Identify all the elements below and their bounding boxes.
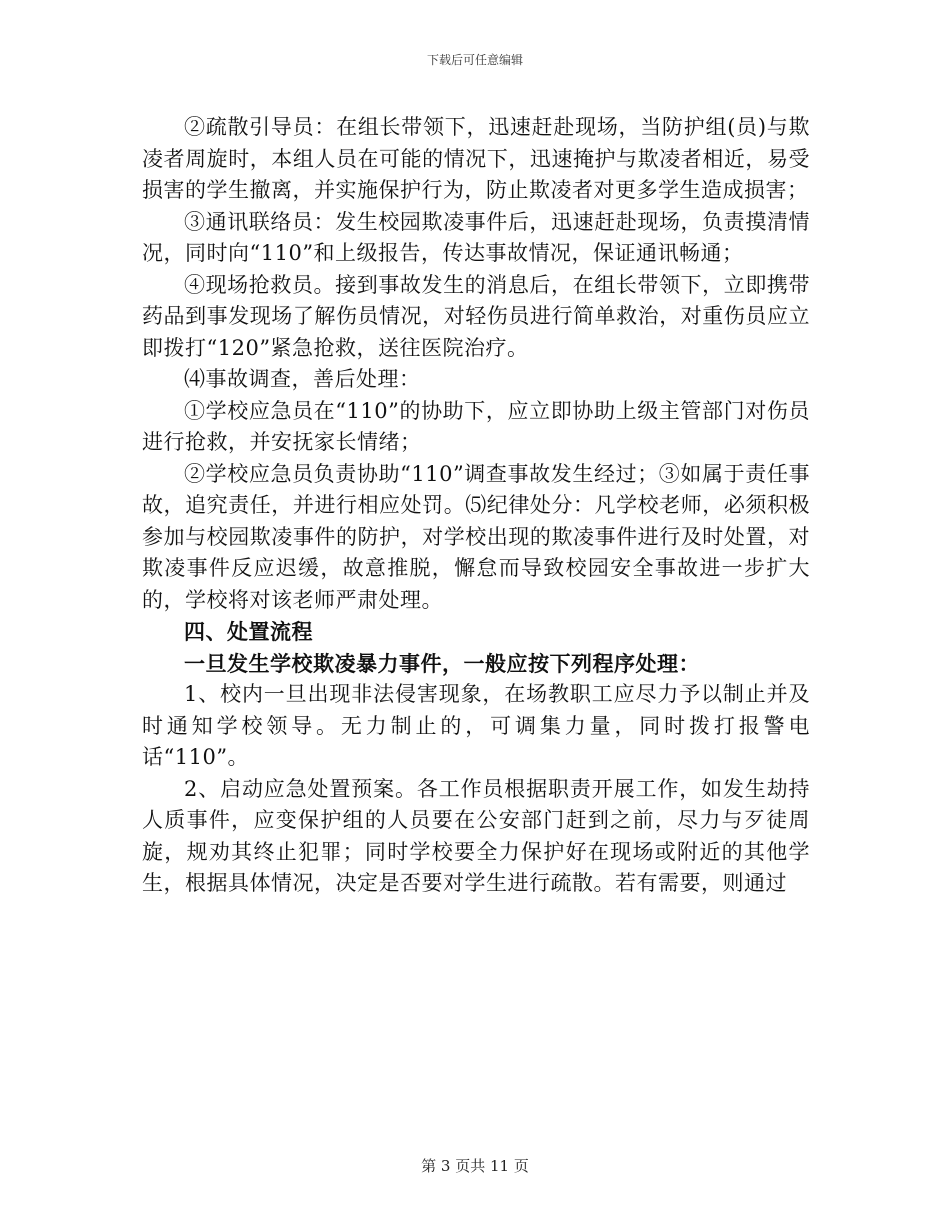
page-number: 第 3 页共 11 页 xyxy=(421,1157,529,1175)
section-heading-disposal-process: 四、处置流程 xyxy=(184,619,313,644)
document-body xyxy=(142,112,810,900)
paragraph-investigation-discipline: ②学校应急员负责协助“110”调查事故发生经过；③如属于责任事故，追究责任，并进行相应处罚。⑸纪律处分：凡学校老师，必须积极参加与校园欺凌事件的防护，对学校出现的欺凌事件进行及时处置，对欺凌事件反应迟缓，故意推脱，懈怠而导致校园安全事故进一步扩大的，学校将对该老师严肃处理。 xyxy=(142,461,810,612)
paragraph-communication-liaison: ③通讯联络员：发生校园欺凌事件后，迅速赶赴现场，负责摸清情况，同时向“110”和上级报告，传达事故情况，保证通讯畅通； xyxy=(142,209,810,265)
paragraph-accident-investigation: ⑷事故调查，善后处理： xyxy=(184,367,421,391)
paragraph-step-2: 2、启动应急处置预案。各工作员根据职责开展工作，如发生劫持人质事件，应变保护组的人员要在公安部门赶到之前，尽力与歹徒周旋，规劝其终止犯罪；同时学校要全力保护好在现场或附近的其他学生，根据具体情况，决定是否要对学生进行疏散。若有需要，则通过 xyxy=(142,776,810,895)
paragraph-school-emergency-assist: ①学校应急员在“110”的协助下，应立即协助上级主管部门对伤员进行抢救，并安抚家长情绪； xyxy=(142,398,810,454)
paragraph-evacuation-guide: ②疏散引导员：在组长带领下，迅速赶赴现场，当防护组(员)与欺凌者周旋时，本组人员在可能的情况下，迅速掩护与欺凌者相近，易受损害的学生撤离，并实施保护行为，防止欺凌者对更多学生造成损害； xyxy=(142,115,810,202)
paragraph-onsite-rescuer: ④现场抢救员。接到事故发生的消息后，在组长带领下，立即携带药品到事发现场了解伤员情况，对轻伤员进行简单救治，对重伤员应立即拨打“120”紧急抢救，送往医院治疗。 xyxy=(142,272,810,360)
page-header: 下载后可任意编辑 xyxy=(426,53,523,67)
subheading-procedure-intro: 一旦发生学校欺凌暴力事件，一般应按下列程序处理： xyxy=(184,650,700,676)
paragraph-step-1: 1、校内一旦出现非法侵害现象，在场教职工应尽力予以制止并及时通知学校领导。无力制止的，可调集力量，同时拨打报警电话“110”。 xyxy=(142,682,810,769)
